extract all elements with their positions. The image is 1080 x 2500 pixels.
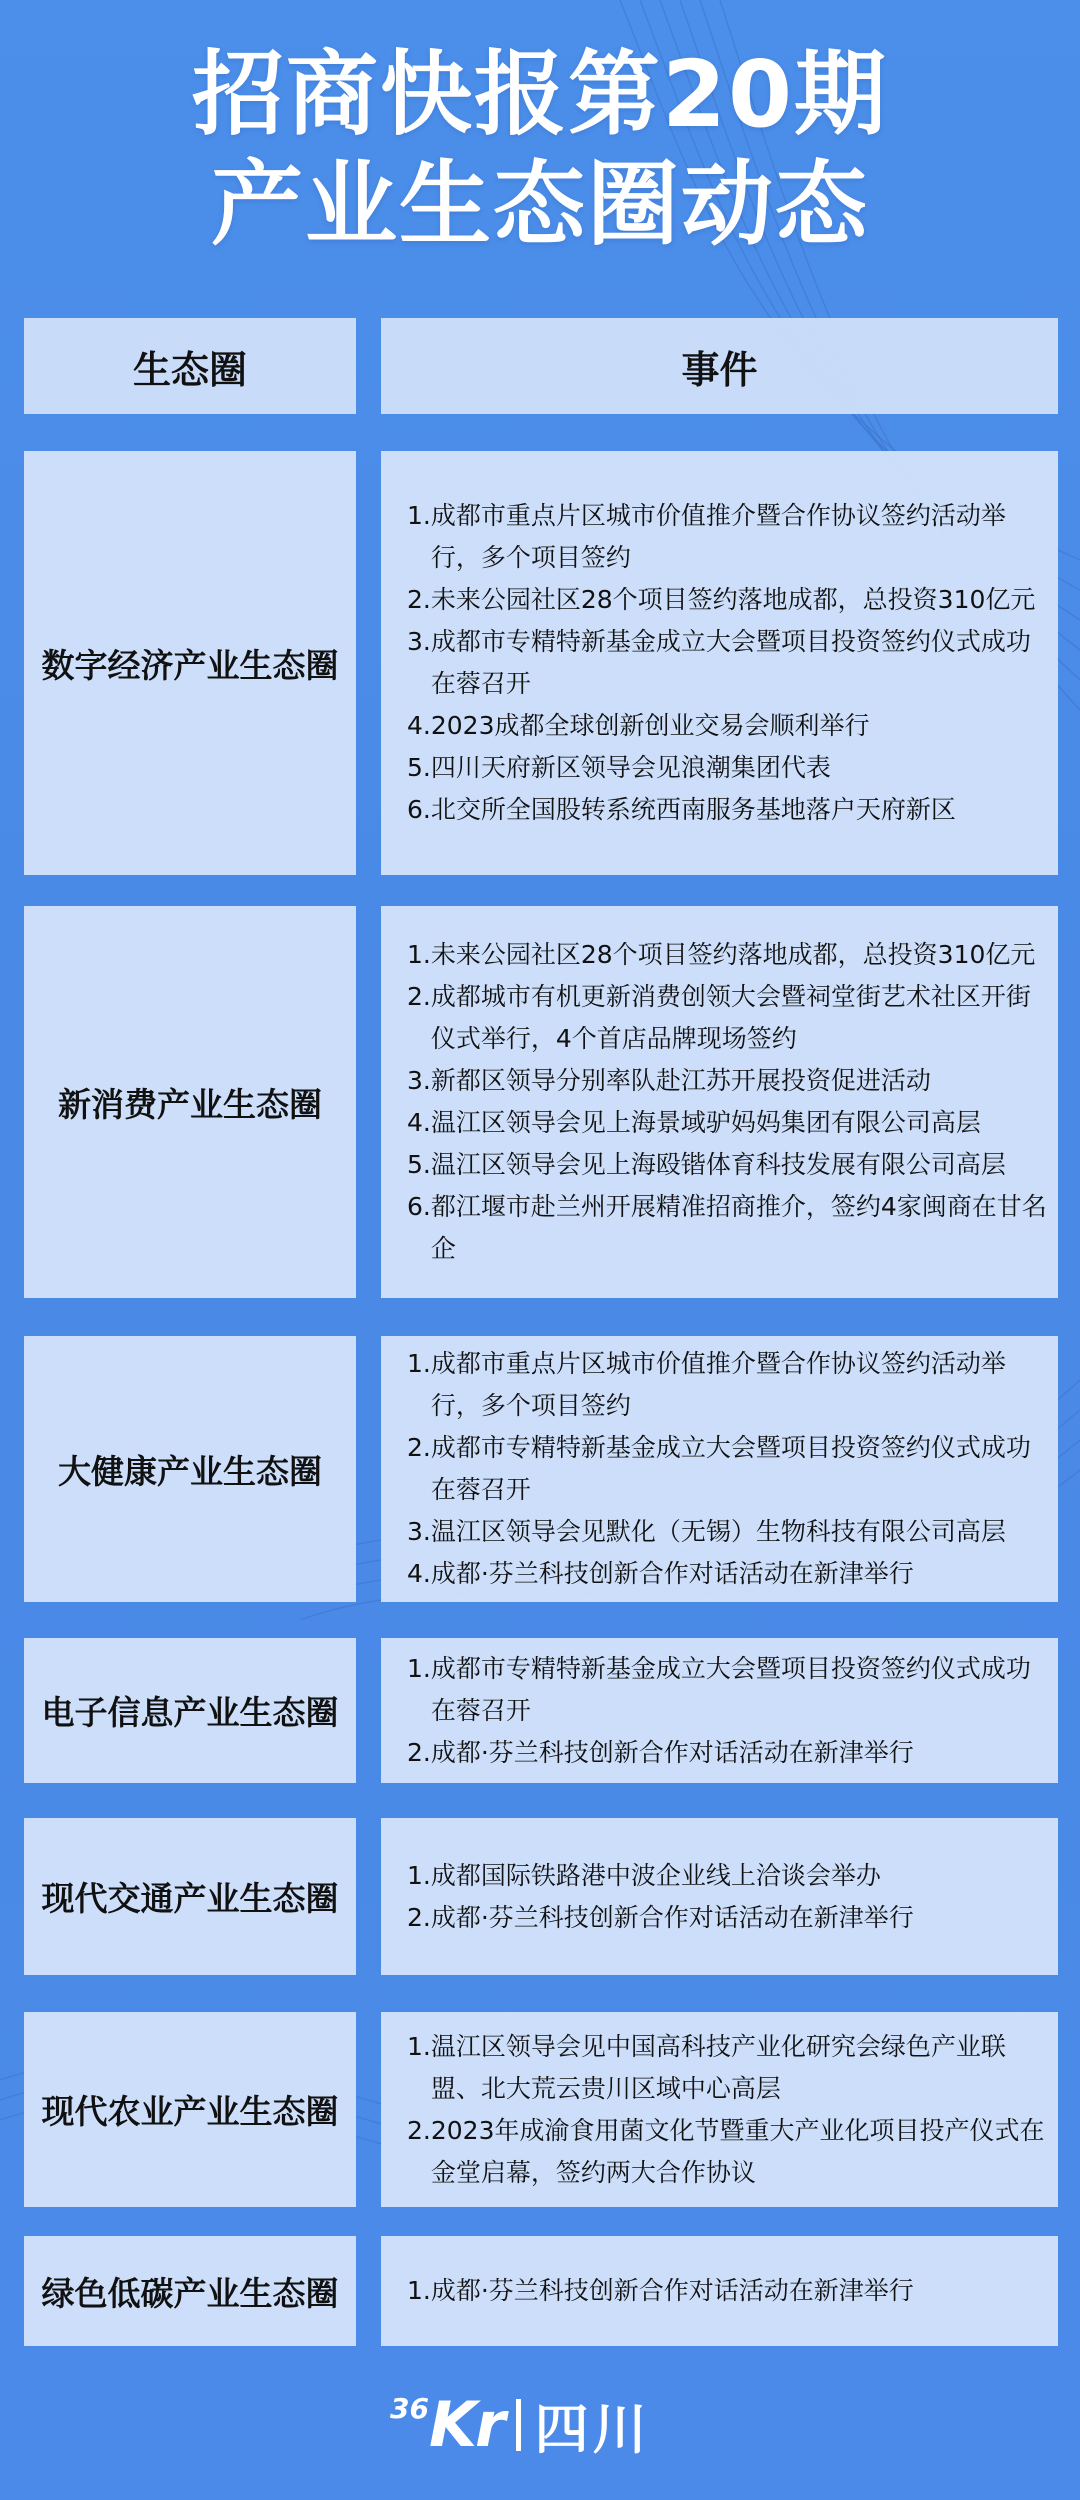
event-item: 2. 2023年成渝食用菌文化节暨重大产业化项目投产仪式在金堂启幕，签约两大合作协议 — [407, 2115, 1045, 2187]
event-list — [381, 2012, 1058, 2207]
table-header-ecosystem: 生态圈 — [24, 318, 356, 414]
ecosystem-name: 数字经济产业生态圈 — [24, 451, 356, 875]
event-item: 3. 新都区领导分别率队赴江苏开展投资促进活动 — [407, 1066, 931, 1095]
event-item: 5. 温江区领导会见上海殴锴体育科技发展有限公司高层 — [407, 1150, 1006, 1179]
36kr-sichuan-logo — [390, 2385, 651, 2465]
logo-region: 四川 — [534, 2397, 651, 2461]
event-item: 5. 四川天府新区领导会见浪潮集团代表 — [407, 753, 831, 782]
event-item: 1. 成都市专精特新基金成立大会暨项目投资签约仪式成功在蓉召开 — [407, 1653, 1031, 1725]
event-item: 2. 未来公园社区28个项目签约落地成都，总投资310亿元 — [407, 585, 1036, 614]
logo-number: 36 — [390, 2392, 429, 2425]
event-item: 1. 成都国际铁路港中波企业线上洽谈会举办 — [407, 1860, 881, 1890]
logo-letters: Kr — [428, 2388, 504, 2461]
event-list — [381, 451, 1058, 875]
36kr-logo-mark — [390, 2390, 504, 2460]
event-item: 3. 成都市专精特新基金成立大会暨项目投资签约仪式成功在蓉召开 — [407, 627, 1031, 698]
event-item: 1. 成都市重点片区城市价值推介暨合作协议签约活动举行，多个项目签约 — [407, 501, 1006, 572]
event-item: 6. 都江堰市赴兰州开展精准招商推介，签约4家闽商在甘名企 — [407, 1192, 1047, 1263]
event-list — [381, 1336, 1058, 1602]
event-item: 4. 温江区领导会见上海景域驴妈妈集团有限公司高层 — [407, 1108, 981, 1137]
title-line-1: 招商快报第20期 — [191, 41, 889, 148]
event-item: 1. 未来公园社区28个项目签约落地成都，总投资310亿元 — [407, 940, 1036, 969]
event-item: 4. 2023成都全球创新创业交易会顺利举行 — [407, 711, 870, 740]
ecosystem-name: 现代农业产业生态圈 — [24, 2012, 356, 2207]
page-title — [0, 40, 1080, 260]
event-item: 6. 北交所全国股转系统西南服务基地落户天府新区 — [407, 795, 956, 824]
ecosystem-name: 新消费产业生态圈 — [24, 906, 356, 1298]
event-item: 2. 成都·芬兰科技创新合作对话活动在新津举行 — [407, 1737, 914, 1767]
table-header-events: 事件 — [381, 318, 1058, 414]
event-item: 2. 成都·芬兰科技创新合作对话活动在新津举行 — [407, 1902, 914, 1932]
event-item: 1. 成都·芬兰科技创新合作对话活动在新津举行 — [407, 2276, 914, 2305]
event-item: 1. 温江区领导会见中国高科技产业化研究会绿色产业联盟、北大荒云贵川区域中心高层 — [407, 2031, 1006, 2103]
title-line-2: 产业生态圈动态 — [210, 151, 869, 258]
ecosystem-name: 电子信息产业生态圈 — [24, 1638, 356, 1783]
logo-divider — [516, 2399, 521, 2451]
event-list — [381, 906, 1058, 1298]
event-item: 2. 成都城市有机更新消费创领大会暨祠堂街艺术社区开街仪式举行，4个首店品牌现场签约 — [407, 982, 1031, 1053]
event-item: 4. 成都·芬兰科技创新合作对话活动在新津举行 — [407, 1559, 914, 1588]
event-list — [381, 2236, 1058, 2346]
event-list — [381, 1818, 1058, 1975]
ecosystem-name: 现代交通产业生态圈 — [24, 1818, 356, 1975]
ecosystem-name: 大健康产业生态圈 — [24, 1336, 356, 1602]
ecosystem-name: 绿色低碳产业生态圈 — [24, 2236, 356, 2346]
event-list — [381, 1638, 1058, 1783]
event-item: 3. 温江区领导会见默化（无锡）生物科技有限公司高层 — [407, 1517, 1006, 1546]
event-item: 2. 成都市专精特新基金成立大会暨项目投资签约仪式成功在蓉召开 — [407, 1433, 1031, 1504]
event-item: 1. 成都市重点片区城市价值推介暨合作协议签约活动举行，多个项目签约 — [407, 1349, 1006, 1420]
